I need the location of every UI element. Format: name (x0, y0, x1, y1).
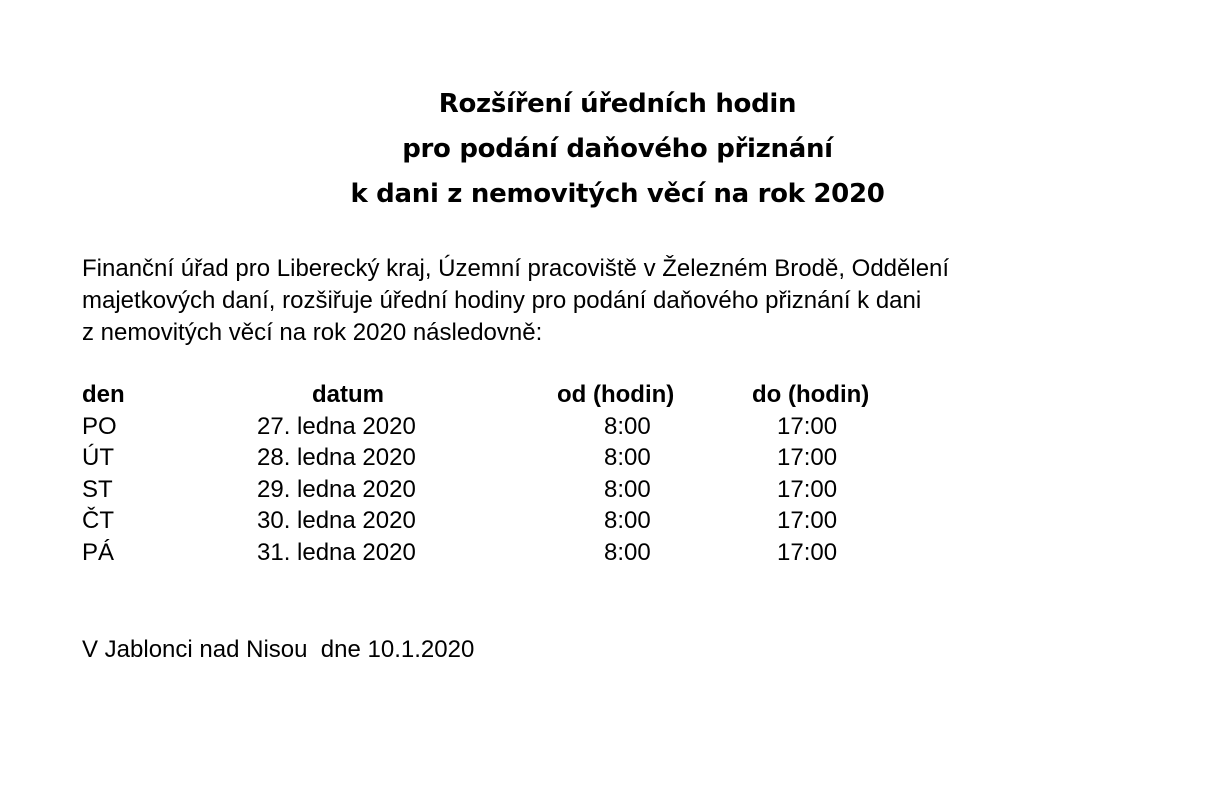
cell-do: 17:00 (777, 475, 838, 503)
office-hours-table (0, 379, 1231, 569)
cell-datum: 27. ledna 2020 (257, 412, 416, 440)
cell-datum: 30. ledna 2020 (257, 507, 416, 535)
cell-datum: 31. ledna 2020 (257, 538, 416, 566)
cell-od: 8:00 (604, 444, 651, 472)
cell-do: 17:00 (777, 507, 838, 535)
table-row (0, 411, 1231, 443)
header-do: do (hodin) (752, 381, 870, 408)
title-line: Rozšíření úředních hodin (438, 89, 797, 119)
cell-od: 8:00 (604, 412, 651, 440)
title-line: k dani z nemovitých věcí na rok 2020 (350, 179, 885, 209)
header-datum: datum (312, 381, 384, 408)
intro-line: z nemovitých věcí na rok 2020 následovně: (82, 319, 543, 346)
intro-line: majetkových daní, rozšiřuje úřední hodiny pro podání daňového přiznání k dani (82, 287, 922, 314)
intro-line: Finanční úřad pro Liberecký kraj, Územní pracoviště v Železném Brodě, Oddělení (82, 255, 950, 282)
table-row (0, 505, 1231, 537)
cell-datum: 28. ledna 2020 (257, 444, 416, 472)
cell-od: 8:00 (604, 507, 651, 535)
intro-paragraph (82, 253, 1142, 349)
cell-den: ČT (82, 507, 114, 535)
cell-den: ÚT (82, 444, 114, 472)
cell-od: 8:00 (604, 538, 651, 566)
table-row (0, 474, 1231, 506)
cell-do: 17:00 (777, 444, 838, 472)
header-den: den (82, 381, 125, 408)
cell-den: PÁ (82, 538, 115, 566)
header-od: od (hodin) (557, 381, 675, 408)
cell-do: 17:00 (777, 412, 838, 440)
cell-do: 17:00 (777, 538, 838, 566)
cell-datum: 29. ledna 2020 (257, 475, 416, 503)
cell-od: 8:00 (604, 475, 651, 503)
cell-den: PO (82, 412, 117, 440)
document-title (0, 82, 1231, 217)
title-line: pro podání daňového přiznání (402, 134, 833, 164)
cell-den: ST (82, 475, 113, 503)
table-row (0, 537, 1231, 569)
place-and-date: V Jablonci nad Nisou dne 10.1.2020 (82, 636, 475, 663)
table-row (0, 442, 1231, 474)
table-header-row (0, 379, 1231, 411)
